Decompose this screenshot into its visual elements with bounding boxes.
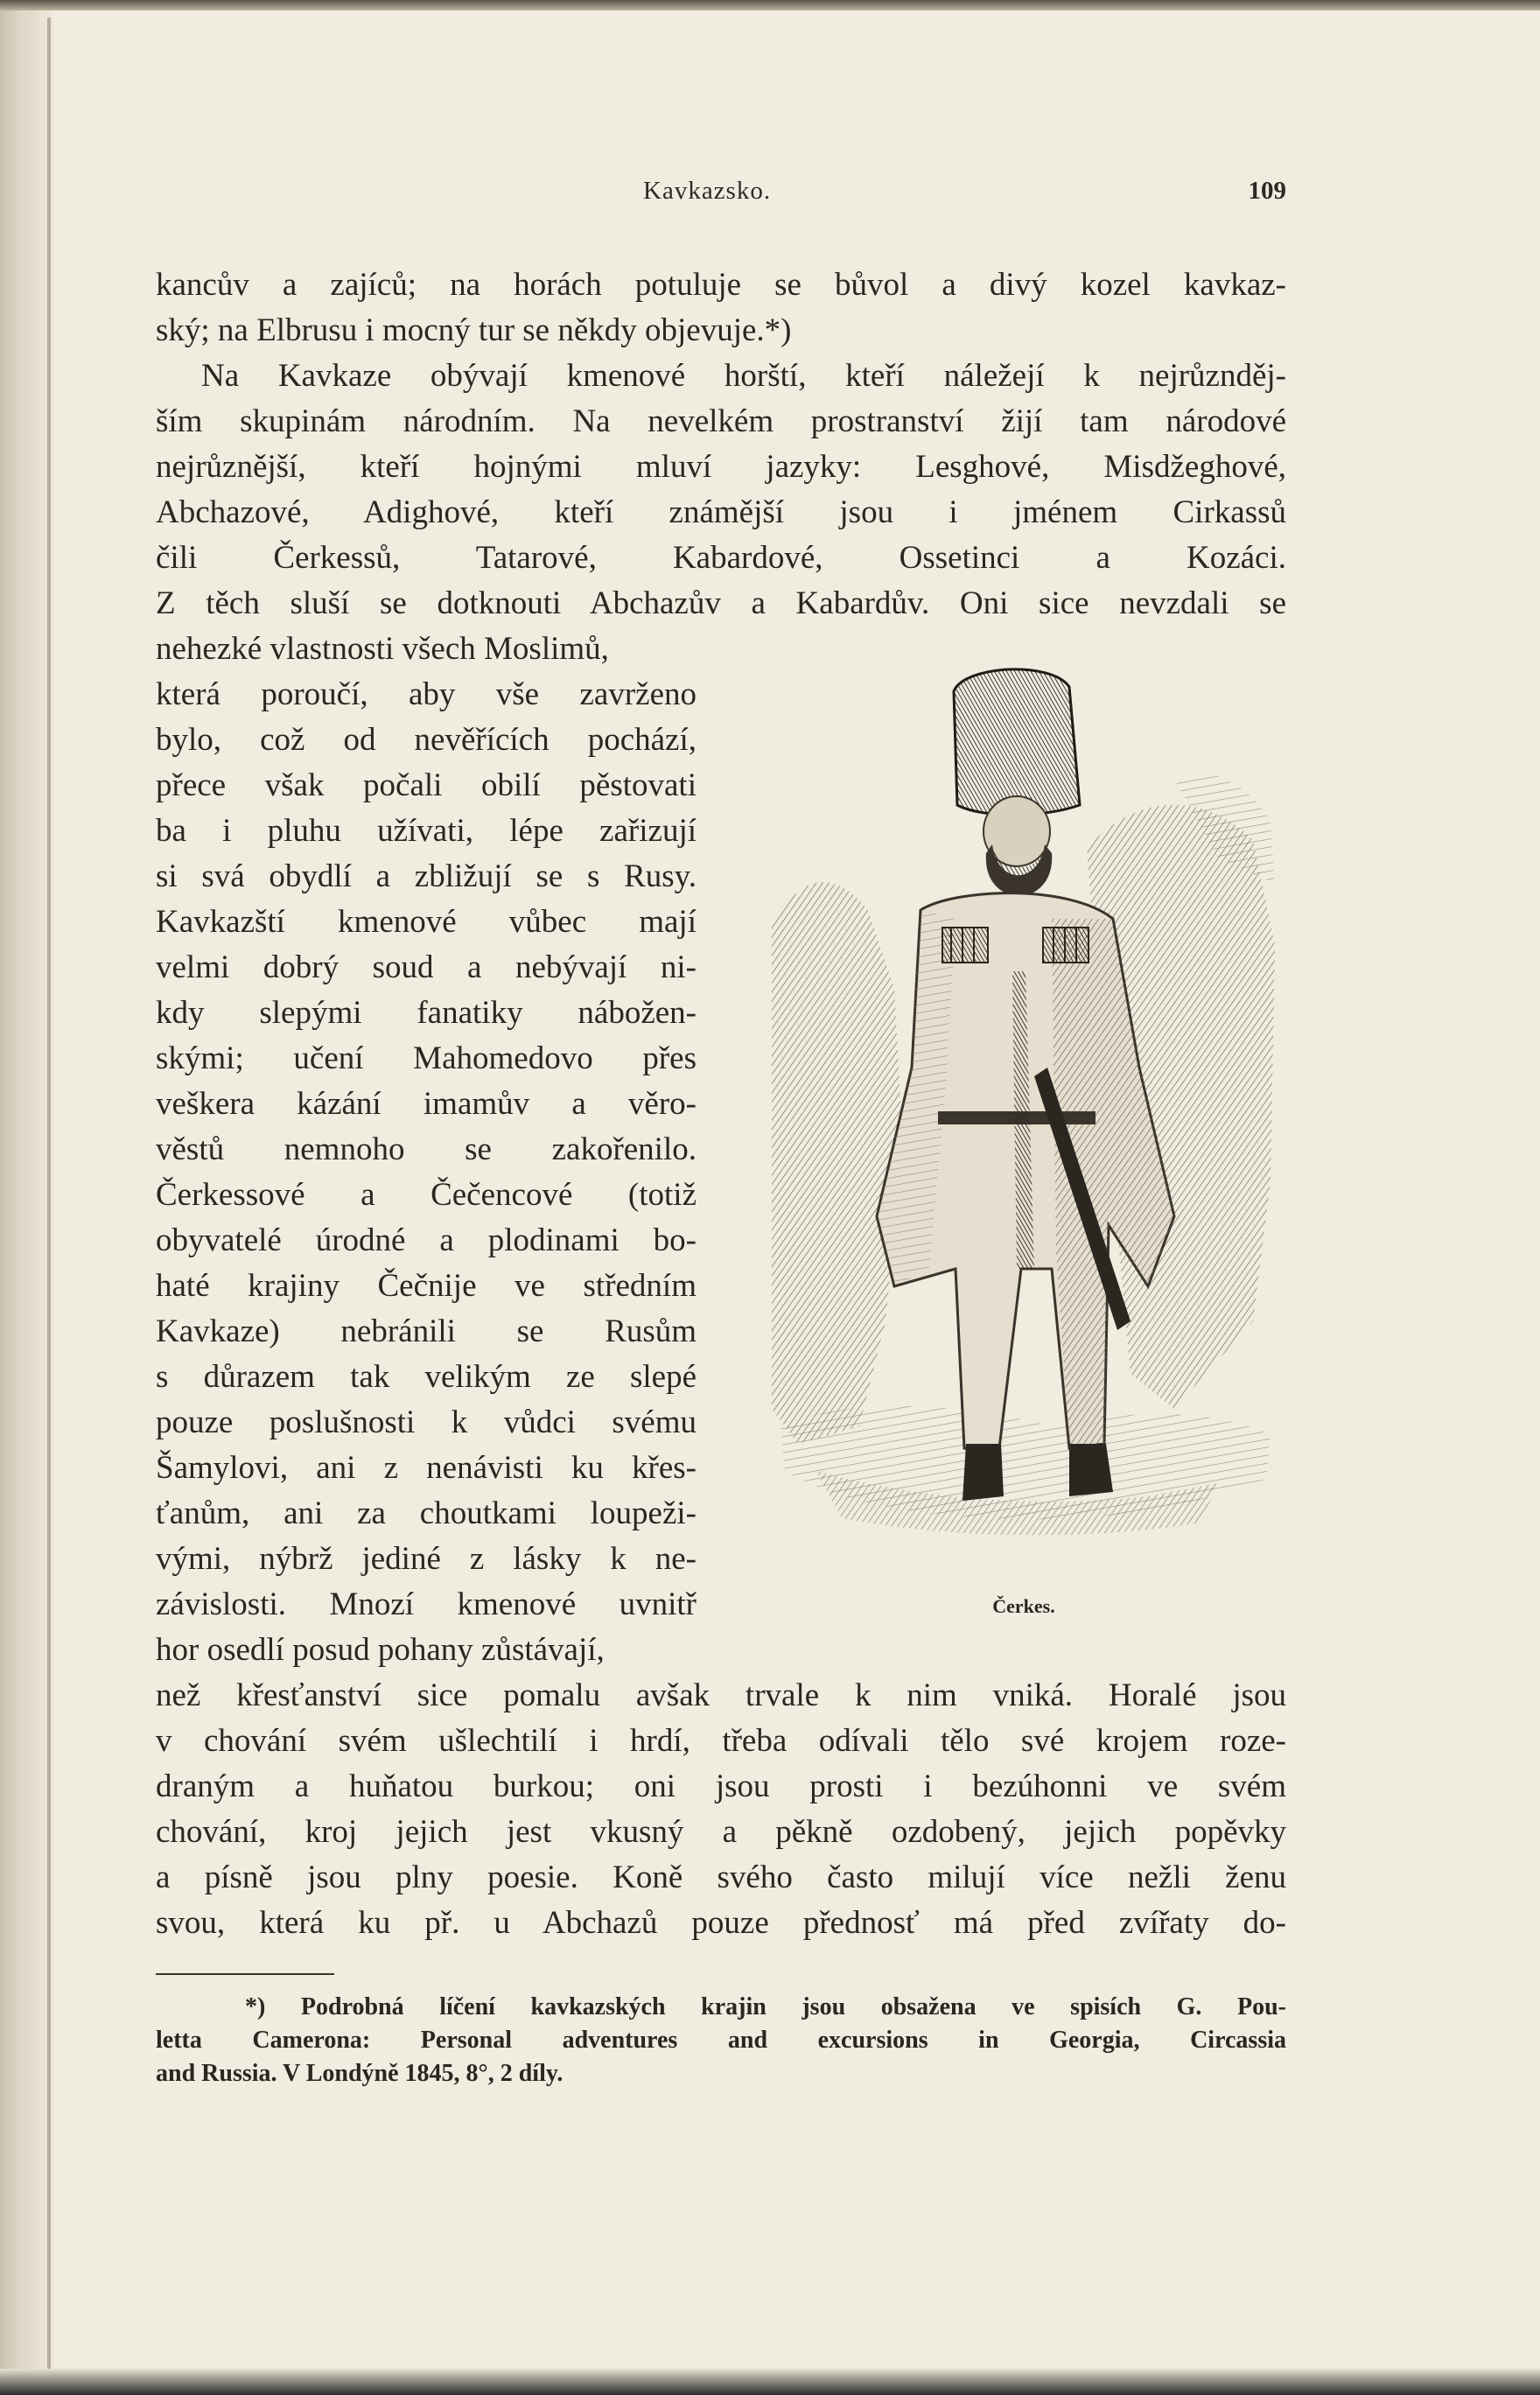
body-line: nejrůznější, kteří hojnými mluví jazyky: Lesghové, Misdžeghové, [156,449,1286,485]
body-line: si svá obydlí a zbližují se s Rusy. [156,858,696,894]
page-number: 109 [1248,177,1286,205]
body-line: chování, kroj jejich jest vkusný a pěkně ozdobený, jejich popěvky [156,1814,1286,1850]
body-line: haté krajiny Čečnije ve středním [156,1268,696,1304]
running-head: Kavkazsko. [643,177,772,205]
footnote-line: letta Camerona: Personal adventures and excursions in Georgia, Circassia [156,2027,1286,2054]
body-line: ším skupinám národním. Na nevelkém prostranství žijí tam národové [156,403,1286,439]
body-line: vými, nýbrž jediné z lásky k ne- [156,1541,696,1577]
engraving-figure [763,656,1279,1566]
body-line: než křesťanství sice pomalu avšak trvale k nim vniká. Horalé jsou [156,1677,1286,1713]
circassian-man-engraving [763,656,1279,1566]
body-line: ba i pluhu užívati, lépe zařizují [156,813,696,849]
body-line: obyvatelé úrodné a plodinami bo- [156,1222,696,1258]
body-line: a písně jsou plny poesie. Koně svého často milují více nežli ženu [156,1859,1286,1895]
body-line: draným a huňatou burkou; oni jsou prosti i bezúhonni ve svém [156,1768,1286,1804]
figure-caption: Čerkes. [992,1595,1055,1617]
page-header [158,177,1286,212]
body-line: Abchazové, Adighové, kteří známější jsou i jménem Cirkassů [156,494,1286,530]
body-line: Na Kavkaze obývají kmenové horští, kteří náležejí k nejrůznděj- [201,358,1286,394]
left-page-edge [0,0,54,2395]
body-line: svou, která ku př. u Abchazů pouze přednosť má před zvířaty do- [156,1905,1286,1941]
top-page-edge [0,0,1540,11]
body-line: která poroučí, aby vše zavrženo [156,676,696,712]
footnote-line: *) Podrobná líčení kavkazských krajin jsou obsažena ve spisích G. Pou- [245,1993,1286,2020]
bottom-page-edge [0,2369,1540,2395]
body-line: Kavkaze) nebránili se Rusům [156,1313,696,1349]
body-line: v chování svém ušlechtilí i hrdí, třeba odívali tělo své krojem roze- [156,1723,1286,1759]
body-line: bylo, což od nevěřících pochází, [156,722,696,758]
page-gutter-line [47,18,51,2380]
body-line: ťanům, ani za choutkami loupeži- [156,1495,696,1531]
body-line: kancův a zajíců; na horách potuluje se bůvol a divý kozel kavkaz- [156,267,1286,303]
footnote-separator [156,1973,334,1975]
body-line: závislosti. Mnozí kmenové uvnitř [156,1586,696,1622]
body-line: Šamylovi, ani z nenávisti ku křes- [156,1450,696,1486]
body-line: ský; na Elbrusu i mocný tur se někdy objevuje.*) [156,312,792,348]
body-line: velmi dobrý soud a nebývají ni- [156,949,696,985]
footnote-line: and Russia. V Londýně 1845, 8°, 2 díly. [156,2060,564,2087]
body-line: Čerkessové a Čečencové (totiž [156,1177,696,1213]
body-line: čili Čerkessů, Tatarové, Kabardové, Ossetinci a Kozáci. [156,540,1286,576]
body-line: pouze poslušnosti k vůdci svému [156,1404,696,1440]
body-line: přece však počali obilí pěstovati [156,767,696,803]
body-line: s důrazem tak velikým ze slepé [156,1359,696,1395]
body-line: Z těch sluší se dotknouti Abchazův a Kabardův. Oni sice nevzdali se [156,585,1286,621]
body-line: nehezké vlastnosti všech Moslimů, [156,631,609,667]
body-line: kdy slepými fanatiky nábožen- [156,995,696,1031]
body-line: veškera kázání imamův a věro- [156,1086,696,1122]
body-line: skými; učení Mahomedovo přes [156,1040,696,1076]
body-line: hor osedlí posud pohany zůstávají, [156,1632,605,1668]
body-line: věstů nemnoho se zakořenilo. [156,1131,696,1167]
body-line: Kavkazští kmenové vůbec mají [156,904,696,940]
